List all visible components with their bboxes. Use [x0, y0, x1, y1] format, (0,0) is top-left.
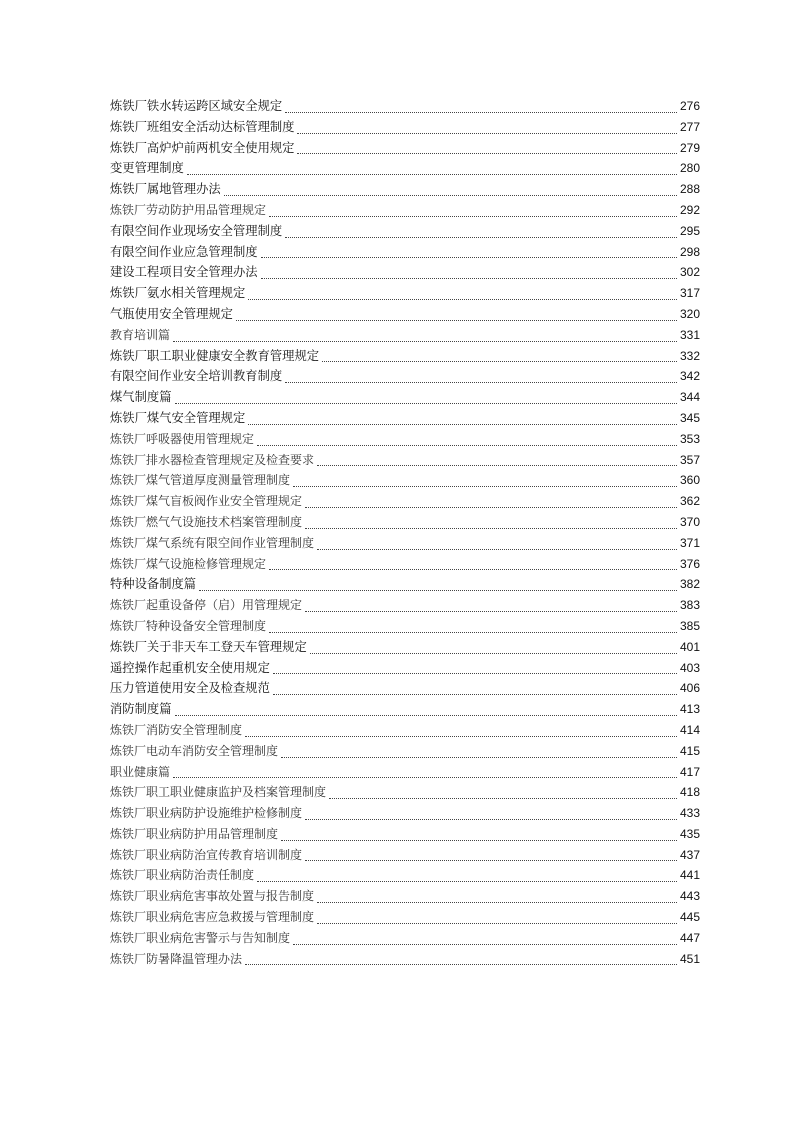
toc-entry-title[interactable]: 炼铁厂职工职业健康安全教育管理规定	[110, 348, 320, 363]
toc-entry-page-number[interactable]: 320	[679, 306, 700, 321]
toc-entry[interactable]	[110, 242, 700, 263]
toc-entry-page-number[interactable]: 302	[679, 265, 700, 280]
toc-entry-page-number[interactable]: 417	[679, 764, 700, 779]
toc-entry-title[interactable]: 炼铁厂职业病防护用品管理制度	[110, 826, 279, 841]
toc-entry[interactable]	[110, 741, 700, 762]
dot-leader	[261, 256, 677, 258]
toc-entry-page-number[interactable]: 406	[679, 681, 700, 696]
toc-entry[interactable]	[110, 304, 700, 325]
toc-entry-title[interactable]: 炼铁厂消防安全管理制度	[110, 722, 243, 737]
dot-leader	[285, 381, 677, 383]
toc-entry[interactable]	[110, 491, 700, 512]
dot-leader	[273, 672, 677, 674]
toc-entry[interactable]	[110, 907, 700, 928]
toc-entry-title[interactable]: 有限空间作业现场安全管理制度	[110, 223, 283, 238]
toc-entry-page-number[interactable]: 385	[679, 618, 700, 633]
toc-entry-title[interactable]: 炼铁厂防暑降温管理办法	[110, 951, 243, 966]
toc-entry-title[interactable]: 炼铁厂起重设备停（启）用管理规定	[110, 598, 303, 613]
toc-entry-title[interactable]: 炼铁厂职业病危害应急救援与管理制度	[110, 910, 315, 925]
toc-entry[interactable]	[110, 678, 700, 699]
toc-entry-page-number[interactable]: 418	[679, 785, 700, 800]
toc-entry-title[interactable]: 煤气制度篇	[110, 390, 172, 405]
toc-entry-page-number[interactable]: 292	[679, 202, 700, 217]
toc-entry-page-number[interactable]: 441	[679, 868, 700, 883]
dot-leader	[317, 548, 677, 550]
toc-entry-title[interactable]: 变更管理制度	[110, 161, 184, 176]
toc-entry-page-number[interactable]: 360	[679, 473, 700, 488]
toc-entry[interactable]	[110, 803, 700, 824]
dot-leader	[245, 735, 677, 737]
toc-entry[interactable]	[110, 117, 700, 138]
toc-entry-page-number[interactable]: 276	[679, 99, 700, 113]
toc-entry-title[interactable]: 炼铁厂职业病防治宣传教育培训制度	[110, 847, 303, 862]
toc-entry-title[interactable]: 炼铁厂劳动防护用品管理规定	[110, 202, 267, 217]
toc-entry-page-number[interactable]: 362	[679, 494, 700, 509]
toc-entry[interactable]	[110, 138, 700, 159]
toc-entry-page-number[interactable]: 353	[679, 431, 700, 446]
toc-entry-title[interactable]: 建设工程项目安全管理办法	[110, 265, 258, 280]
toc-entry[interactable]	[110, 200, 700, 221]
toc-entry[interactable]	[110, 262, 700, 283]
toc-entry[interactable]	[110, 179, 700, 200]
dot-leader	[236, 319, 677, 321]
toc-entry[interactable]	[110, 283, 700, 304]
toc-entry-title[interactable]: 炼铁厂职业病防治责任制度	[110, 868, 255, 883]
dot-leader	[175, 714, 677, 716]
toc-entry-page-number[interactable]: 443	[679, 889, 700, 904]
toc-entry[interactable]	[110, 845, 700, 866]
toc-entry-title[interactable]: 炼铁厂高炉炉前两机安全使用规定	[110, 140, 295, 155]
toc-entry-title[interactable]: 炼铁厂排水器检查管理规定及检查要求	[110, 452, 315, 467]
toc-entry-title[interactable]: 消防制度篇	[110, 702, 172, 717]
toc-entry-title[interactable]: 炼铁厂特种设备安全管理制度	[110, 618, 267, 633]
toc-entry-page-number[interactable]: 435	[679, 826, 700, 841]
dot-leader	[297, 152, 677, 154]
dot-leader	[273, 693, 677, 695]
toc-entry-page-number[interactable]: 288	[679, 182, 700, 197]
dot-leader	[310, 652, 677, 654]
toc-entry[interactable]	[110, 554, 700, 575]
dot-leader	[173, 340, 677, 342]
toc-entry-title[interactable]: 特种设备制度篇	[110, 577, 197, 592]
toc-entry-page-number[interactable]: 298	[679, 244, 700, 259]
dot-leader	[173, 776, 677, 778]
dot-leader	[281, 756, 677, 758]
dot-leader	[297, 132, 677, 134]
dot-leader	[248, 298, 677, 300]
toc-entry-title[interactable]: 炼铁厂职业病危害事故处置与报告制度	[110, 889, 315, 904]
toc-entry-title[interactable]: 炼铁厂电动车消防安全管理制度	[110, 743, 279, 758]
dot-leader	[269, 631, 677, 633]
dot-leader	[257, 444, 677, 446]
toc-entry-page-number[interactable]: 382	[679, 577, 700, 592]
dot-leader	[261, 277, 677, 279]
dot-leader	[257, 880, 677, 882]
toc-entry-title[interactable]: 炼铁厂属地管理办法	[110, 182, 221, 197]
dot-leader	[175, 402, 677, 404]
toc-entry[interactable]	[110, 408, 700, 429]
toc-entry-page-number[interactable]: 344	[679, 390, 700, 405]
toc-entry[interactable]	[110, 699, 700, 720]
toc-entry[interactable]	[110, 824, 700, 845]
toc-entry-page-number[interactable]: 332	[679, 348, 700, 363]
toc-entry-page-number[interactable]: 445	[679, 910, 700, 925]
toc-entry-page-number[interactable]: 371	[679, 535, 700, 550]
toc-entry[interactable]	[110, 158, 700, 179]
toc-entry[interactable]	[110, 782, 700, 803]
toc-entry-page-number[interactable]: 451	[679, 951, 700, 966]
toc-entry-page-number[interactable]: 437	[679, 847, 700, 862]
toc-entry-title[interactable]: 有限空间作业应急管理制度	[110, 244, 258, 259]
toc-entry[interactable]	[110, 637, 700, 658]
toc-entry-title[interactable]: 压力管道使用安全及检查规范	[110, 681, 270, 696]
toc-entry[interactable]	[110, 366, 700, 387]
toc-entry[interactable]	[110, 387, 700, 408]
toc-entry-page-number[interactable]: 345	[679, 410, 700, 425]
dot-leader	[329, 797, 677, 799]
dot-leader	[224, 194, 677, 196]
toc-entry-title[interactable]: 炼铁厂职业病危害警示与告知制度	[110, 930, 291, 945]
toc-entry-page-number[interactable]: 277	[679, 119, 700, 134]
dot-leader	[285, 236, 677, 238]
dot-leader	[269, 568, 677, 570]
toc-entry[interactable]	[110, 450, 700, 471]
dot-leader	[293, 485, 677, 487]
dot-leader	[187, 173, 677, 175]
toc-entry-title[interactable]: 炼铁厂煤气盲板阀作业安全管理规定	[110, 494, 303, 509]
toc-entry-title[interactable]: 炼铁厂职业病防护设施维护检修制度	[110, 806, 303, 821]
dot-leader	[285, 111, 677, 113]
toc-entry[interactable]	[110, 762, 700, 783]
toc-entry-page-number[interactable]: 413	[679, 702, 700, 717]
toc-entry[interactable]	[110, 928, 700, 949]
toc-entry-title[interactable]: 炼铁厂煤气管道厚度测量管理制度	[110, 473, 291, 488]
toc-entry-page-number[interactable]: 414	[679, 722, 700, 737]
toc-entry-page-number[interactable]: 401	[679, 639, 700, 654]
toc-entry-page-number[interactable]: 331	[679, 327, 700, 342]
toc-entry-title[interactable]: 炼铁厂煤气系统有限空间作业管理制度	[110, 535, 315, 550]
dot-leader	[317, 901, 677, 903]
toc-entry[interactable]	[110, 221, 700, 242]
toc-entry-title[interactable]: 炼铁厂氨水相关管理规定	[110, 286, 246, 301]
toc-entry-page-number[interactable]: 383	[679, 598, 700, 613]
toc-entry[interactable]	[110, 616, 700, 637]
toc-entry-title[interactable]: 职业健康篇	[110, 764, 171, 779]
toc-entry[interactable]	[110, 470, 700, 491]
toc-entry-title[interactable]: 气瓶使用安全管理规定	[110, 306, 233, 321]
toc-entry-title[interactable]: 炼铁厂煤气安全管理规定	[110, 410, 246, 425]
toc-entry[interactable]	[110, 949, 700, 970]
toc-entry-page-number[interactable]: 447	[679, 930, 700, 945]
toc-entry[interactable]	[110, 533, 700, 554]
toc-entry-page-number[interactable]: 370	[679, 514, 700, 529]
toc-entry-page-number[interactable]: 415	[679, 743, 700, 758]
toc-entry[interactable]	[110, 325, 700, 346]
toc-entry-page-number[interactable]: 433	[679, 806, 700, 821]
toc-entry[interactable]	[110, 346, 700, 367]
toc-entry-page-number[interactable]: 376	[679, 556, 700, 571]
dot-leader	[305, 527, 677, 529]
dot-leader	[317, 464, 677, 466]
toc-entry-page-number[interactable]: 317	[679, 286, 700, 301]
toc-entry[interactable]	[110, 658, 700, 679]
toc-entry-page-number[interactable]: 403	[679, 660, 700, 675]
toc-entry-page-number[interactable]: 280	[679, 161, 700, 176]
toc-entry[interactable]	[110, 595, 700, 616]
toc-entry-title[interactable]: 教育培训篇	[110, 327, 171, 342]
toc-entry-title[interactable]: 遥控操作起重机安全使用规定	[110, 660, 270, 675]
toc-entry-page-number[interactable]: 342	[679, 369, 700, 384]
toc-entry[interactable]	[110, 512, 700, 533]
dot-leader	[245, 963, 677, 965]
toc-entry[interactable]	[110, 720, 700, 741]
dot-leader	[248, 423, 677, 425]
toc-entry-page-number[interactable]: 279	[679, 140, 700, 155]
dot-leader	[269, 215, 677, 217]
dot-leader	[293, 943, 677, 945]
dot-leader	[199, 589, 677, 591]
toc-entry-title[interactable]: 炼铁厂班组安全活动达标管理制度	[110, 119, 295, 134]
toc-entry-page-number[interactable]: 357	[679, 452, 700, 467]
dot-leader	[305, 610, 677, 612]
toc-entry-title[interactable]: 炼铁厂关于非天车工登天车管理规定	[110, 639, 307, 654]
toc-entry-title[interactable]: 有限空间作业安全培训教育制度	[110, 369, 283, 384]
toc-entry[interactable]	[110, 429, 700, 450]
toc-entry-title[interactable]: 炼铁厂煤气设施检修管理规定	[110, 556, 267, 571]
toc-entry-page-number[interactable]: 295	[679, 223, 700, 238]
dot-leader	[281, 839, 677, 841]
toc-entry-title[interactable]: 炼铁厂铁水转运跨区域安全规定	[110, 99, 283, 113]
table-of-contents	[110, 96, 700, 969]
toc-entry-title[interactable]: 炼铁厂呼吸器使用管理规定	[110, 431, 255, 446]
toc-entry[interactable]	[110, 886, 700, 907]
dot-leader	[305, 818, 677, 820]
toc-entry[interactable]	[110, 574, 700, 595]
toc-entry[interactable]	[110, 96, 700, 117]
dot-leader	[305, 859, 677, 861]
toc-entry-title[interactable]: 炼铁厂燃气气设施技术档案管理制度	[110, 514, 303, 529]
dot-leader	[322, 360, 677, 362]
toc-entry-title[interactable]: 炼铁厂职工职业健康监护及档案管理制度	[110, 785, 327, 800]
toc-entry[interactable]	[110, 865, 700, 886]
dot-leader	[305, 506, 677, 508]
dot-leader	[317, 922, 677, 924]
